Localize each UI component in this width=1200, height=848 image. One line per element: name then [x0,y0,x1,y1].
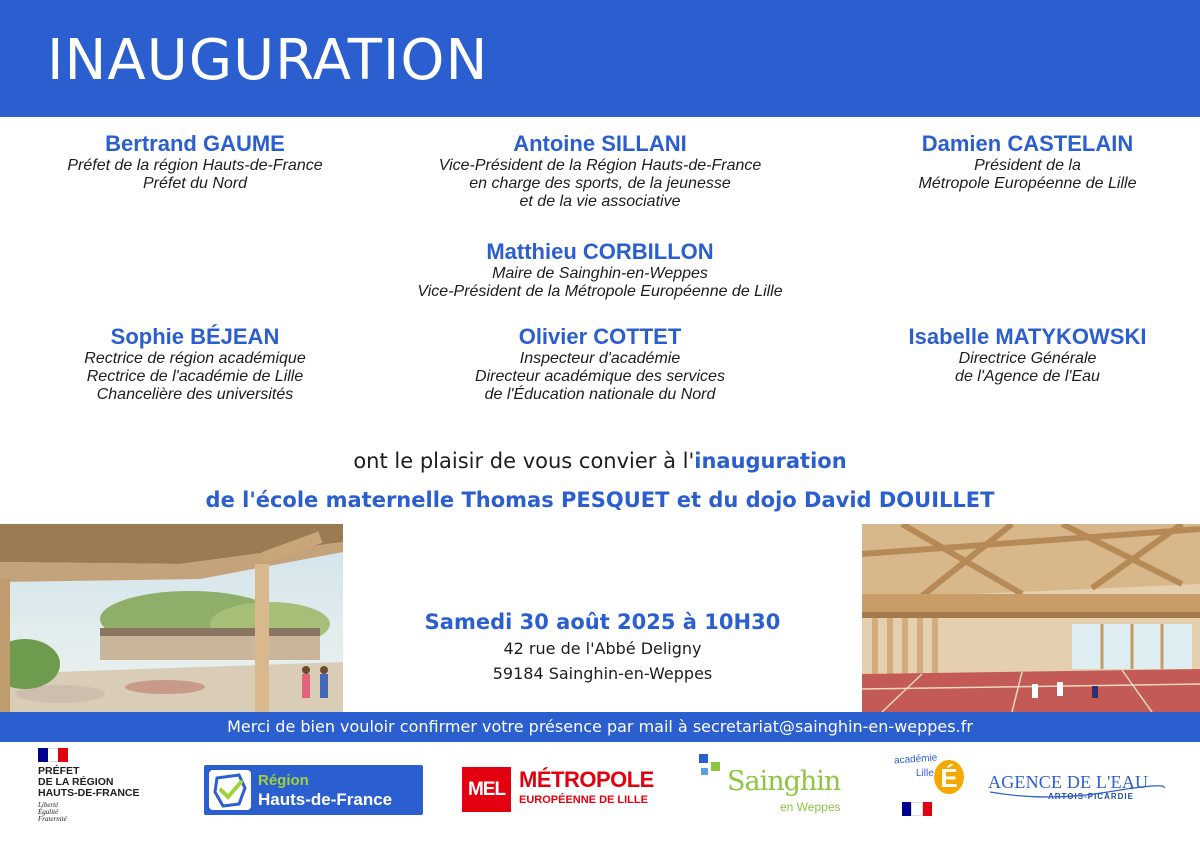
person-name: Damien CASTELAIN [921,131,1134,156]
academie-logo-line-1: académie [893,752,938,767]
agence-de-l-eau-logo [988,772,1168,804]
person-role: de l'Éducation nationale du Nord [484,386,716,403]
person-antoine-sillani [380,131,820,211]
wave-icon [988,780,1166,802]
person-sophie-bejean [20,324,370,404]
person-role: Préfet de la région Hauts-de-France [67,157,323,174]
prefet-logo-line: DE LA RÉGION [38,776,114,788]
region-logo-line-2: Hauts-de-France [258,790,393,809]
person-name: Antoine SILLANI [513,131,687,156]
event-address-street: 42 rue de l'Abbé Deligny [503,639,702,658]
mel-logo-badge: MEL [462,767,511,812]
person-role: Rectrice de l'académie de Lille [86,368,304,385]
region-logo-line-1: Région [258,772,309,789]
sainghin-logo-line-1: Sainghin [727,766,841,797]
prefet-logo [38,748,168,828]
person-name: Isabelle MATYKOWSKI [908,324,1147,349]
region-map-icon [209,770,251,810]
french-flag-icon [38,748,68,762]
person-role: Rectrice de région académique [84,350,306,367]
event-address-city: 59184 Sainghin-en-Weppes [492,664,713,683]
invitation-text: ont le plaisir de vous convier à l' [353,449,695,473]
person-role: et de la vie associative [519,193,681,210]
person-name: Sophie BÉJEAN [110,324,280,349]
page-title: INAUGURATION [47,28,489,93]
person-role: Chancelière des universités [96,386,294,403]
sainghin-logo [697,752,857,817]
person-role: Inspecteur d'académie [519,350,681,367]
prefet-logo-line: PRÉFET [38,765,80,777]
sainghin-squares-icon [697,752,731,782]
rsvp-bar: Merci de bien vouloir confirmer votre présence par mail à secretariat@sainghin-en-weppes.fr [0,712,1200,742]
person-role: Vice-Président de la Métropole Européenne de Lille [417,283,783,300]
mel-logo-line-1: MÉTROPOLE [519,767,654,792]
agence-logo-line-2: ARTOIS-PICARDIE [1048,792,1134,801]
academie-e-icon [932,754,966,796]
person-role: Vice-Président de la Région Hauts-de-France [438,157,762,174]
region-hauts-de-france-logo [204,765,423,815]
mel-logo-line-2: EUROPÉENNE DE LILLE [519,794,648,806]
invitation-line-1 [0,449,1200,473]
dojo-interior-photo [862,524,1200,712]
person-name: Bertrand GAUME [105,131,285,156]
person-damien-castelain [870,131,1185,193]
header-banner [0,0,1200,117]
person-role: Maire de Sainghin-en-Weppes [492,265,708,282]
event-date: Samedi 30 août 2025 à 10H30 [424,610,781,634]
agence-logo-line-1: AGENCE DE L'EAU [988,772,1149,792]
prefet-motto: Liberté [38,801,59,809]
academie-logo-line-2: Lille [916,768,934,779]
prefet-motto: Fraternité [38,815,67,823]
person-role: de l'Agence de l'Eau [955,368,1100,385]
french-flag-icon [902,802,932,816]
person-role: Métropole Européenne de Lille [918,175,1137,192]
person-name: Olivier COTTET [518,324,682,349]
person-matthieu-corbillon [350,239,850,301]
invitation-line-2: de l'école maternelle Thomas PESQUET et du dojo David DOUILLET [205,488,995,512]
person-role: Directrice Générale [958,350,1097,367]
person-bertrand-gaume [0,131,390,193]
prefet-motto: Égalité [38,808,59,816]
academie-lille-logo [894,752,974,822]
svg-text:É: É [940,763,958,793]
person-role: Président de la [974,157,1081,174]
invitation-highlight: inauguration [694,449,847,473]
person-role: Directeur académique des services [475,368,725,385]
prefet-logo-line: HAUTS-DE-FRANCE [38,787,140,799]
school-courtyard-photo [0,524,343,712]
person-isabelle-matykowski [880,324,1175,386]
mel-logo [462,765,667,815]
person-name: Matthieu CORBILLON [486,239,714,264]
sainghin-logo-line-2: en Weppes [780,800,841,814]
person-olivier-cottet [400,324,800,404]
person-role: Préfet du Nord [142,175,248,192]
person-role: en charge des sports, de la jeunesse [469,175,731,192]
